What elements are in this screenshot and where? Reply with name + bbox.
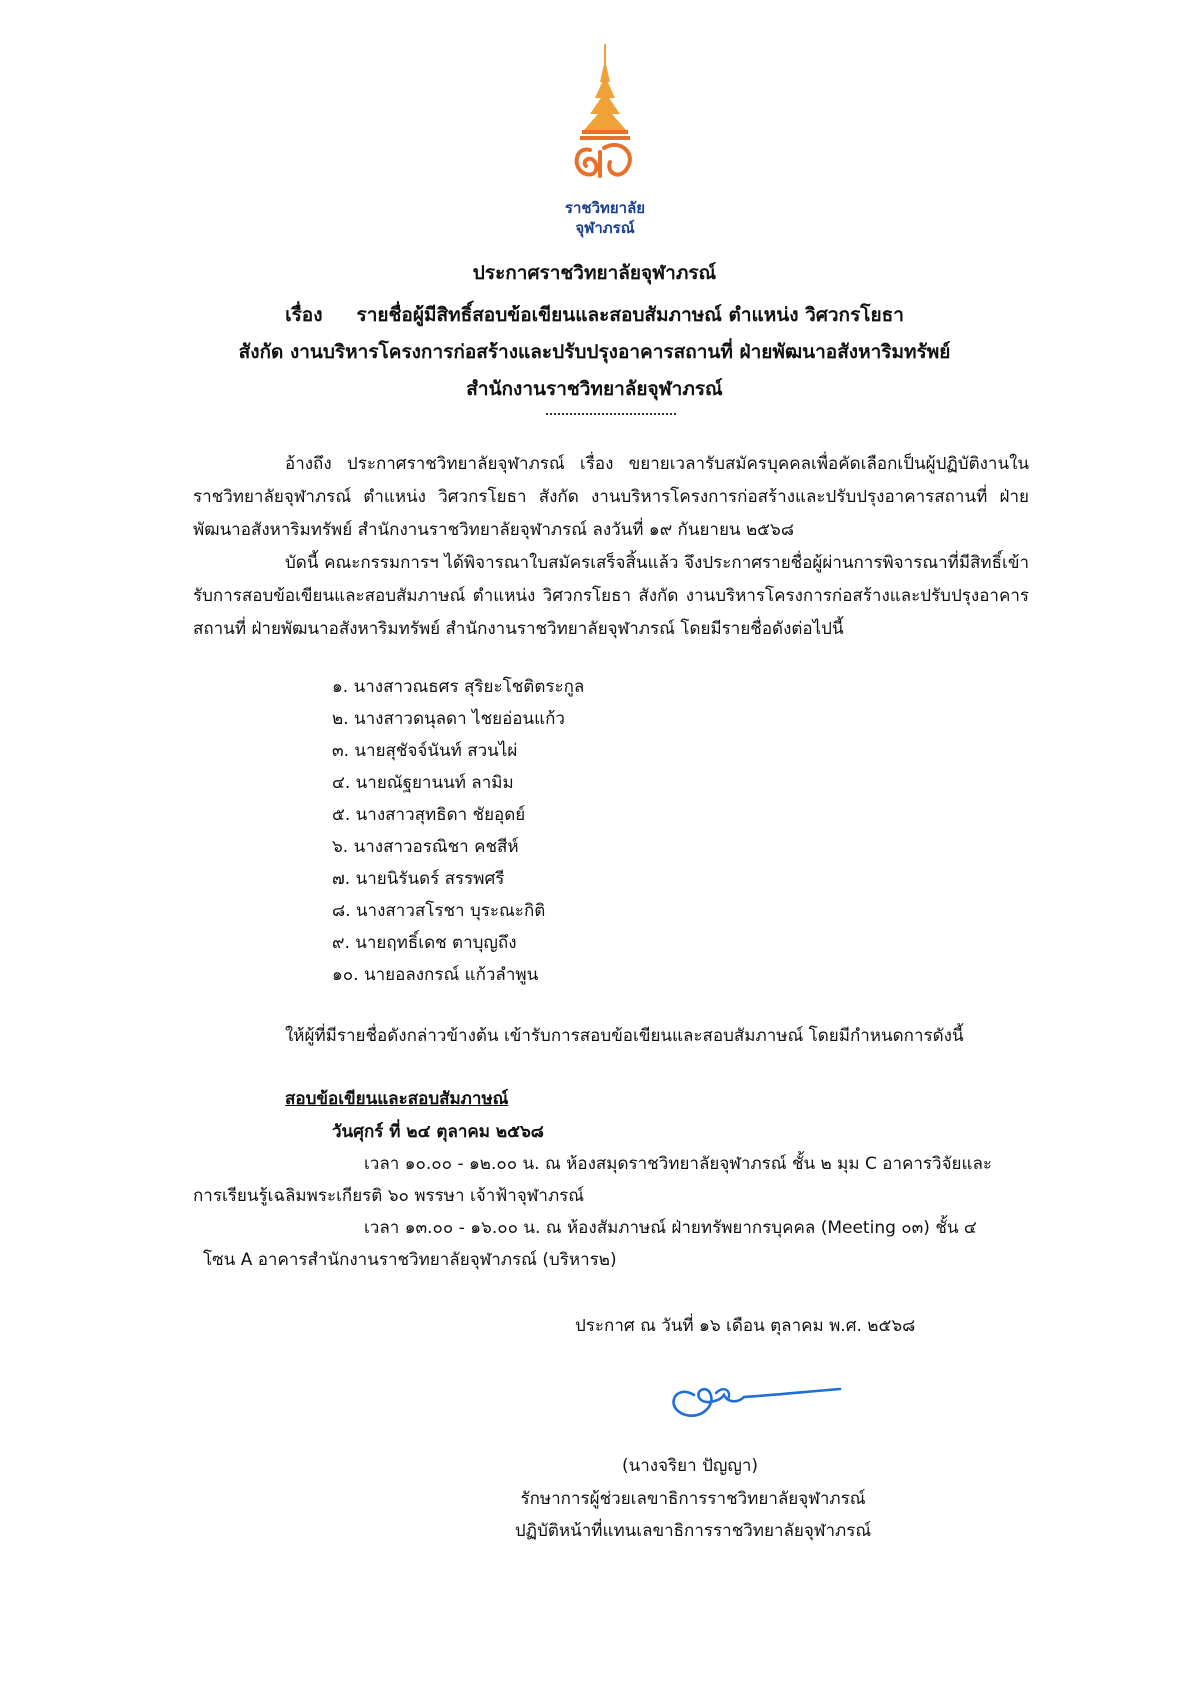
- subject-label: เรื่อง: [285, 304, 323, 326]
- signer-position-2: ปฏิบัติหน้าที่แทนเลขาธิการราชวิทยาลัยจุฬาภรณ์: [514, 1521, 872, 1541]
- list-item: ๑๐. นายอลงกรณ์ แก้วลำพูน: [332, 965, 539, 985]
- logo-name-line2: จุฬาภรณ์: [575, 219, 635, 237]
- spire-emblem-icon: [560, 42, 650, 202]
- exam-notice: ให้ผู้ที่มีรายชื่อดังกล่าวข้างต้น เข้ารับการสอบข้อเขียนและสอบสัมภาษณ์ โดยมีกำหนดการดังนี้: [285, 1026, 964, 1046]
- announcement-title: ประกาศราชวิทยาลัยจุฬาภรณ์: [472, 262, 717, 284]
- list-item: ๙. นายฤทธิ์เดช ตาบุญถึง: [332, 933, 517, 953]
- list-item: ๖. นางสาวอรณิชา คชสีห์: [332, 837, 519, 857]
- decision-text: บัดนี้ คณะกรรมการฯ ได้พิจารณาใบสมัครเสร็จสิ้นแล้ว จึงประกาศรายชื่อผู้ผ่านการพิจารณาที่มีสิทธิ์เข้ารับการสอบข้อเขียนและสอบสัมภาษณ์ ตำแหน่ง วิศวกรโยธา สังกัด งานบริหารโครงการก่อสร้างและปรับปรุงอาคารสถานที่ ฝ่ายพัฒนาอสังหาริมทรัพย์ สำนักงานราชวิทยาลัยจุฬาภรณ์ โดยมีรายชื่อดังต่อไปนี้: [193, 553, 1029, 639]
- candidate-list: [332, 671, 584, 991]
- office-name: สำนักงานราชวิทยาลัยจุฬาภรณ์: [466, 378, 723, 400]
- list-item: ๘. นางสาวสโรชา บุระณะกิติ: [332, 901, 546, 921]
- dotted-divider: [546, 413, 676, 415]
- decision-paragraph: [193, 547, 1029, 646]
- session2-line1: เวลา ๑๓.๐๐ - ๑๖.๐๐ น. ณ ห้องสัมภาษณ์ ฝ่ายทรัพยากรบุคคล (Meeting ๐๓) ชั้น ๔: [364, 1218, 977, 1238]
- signer-position-1: รักษาการผู้ช่วยเลขาธิการราชวิทยาลัยจุฬาภรณ์: [520, 1489, 866, 1509]
- session2-line2: โซน A อาคารสำนักงานราชวิทยาลัยจุฬาภรณ์ (บริหาร๒): [203, 1250, 617, 1270]
- session1-line1: เวลา ๑๐.๐๐ - ๑๒.๐๐ น. ณ ห้องสมุดราชวิทยาลัยจุฬาภรณ์ ชั้น ๒ มุม C อาคารวิจัยและ: [364, 1154, 993, 1174]
- announcement-subject: [0, 300, 1189, 330]
- session1-line2: การเรียนรู้เฉลิมพระเกียรติ ๖๐ พรรษา เจ้าฟ้าจุฬาภรณ์: [193, 1186, 585, 1206]
- logo-name-line1: ราชวิทยาลัย: [564, 199, 646, 217]
- list-item: ๒. นางสาวดนุลดา ไชยอ่อนแก้ว: [332, 709, 565, 729]
- reference-text: อ้างถึง ประกาศราชวิทยาลัยจุฬาภรณ์ เรื่อง ขยายเวลารับสมัครบุคคลเพื่อคัดเลือกเป็นผู้ปฏิบัติงานในราชวิทยาลัยจุฬาภรณ์ ตำแหน่ง วิศวกรโยธา สังกัด งานบริหารโครงการก่อสร้างและปรับปรุงอาคารสถานที่ ฝ่ายพัฒนาอสังหาริมทรัพย์ สำนักงานราชวิทยาลัยจุฬาภรณ์ ลงวันที่ ๑๙ กันยายน ๒๕๖๘: [193, 454, 1029, 540]
- list-item: ๓. นายสุชัจจ์นันท์ สวนไผ่: [332, 741, 518, 761]
- affiliation: สังกัด งานบริหารโครงการก่อสร้างและปรับปรุงอาคารสถานที่ ฝ่ายพัฒนาอสังหาริมทรัพย์: [238, 341, 951, 363]
- list-item: ๔. นายณัฐยานนท์ ลามิม: [332, 773, 514, 793]
- subject-text: รายชื่อผู้มีสิทธิ์สอบข้อเขียนและสอบสัมภาษณ์ ตำแหน่ง วิศวกรโยธา: [356, 304, 904, 326]
- list-item: ๑. นางสาวณธศร สุริยะโชติตระกูล: [332, 677, 585, 697]
- signature-icon: [664, 1365, 844, 1425]
- institution-logo: [560, 42, 650, 242]
- exam-date: วันศุกร์ ที่ ๒๔ ตุลาคม ๒๕๖๘: [332, 1122, 544, 1142]
- signer-name: (นางจริยา ปัญญา): [621, 1456, 759, 1476]
- list-item: ๗. นายนิรันดร์ สรรพศรี: [332, 869, 505, 889]
- announcement-date: ประกาศ ณ วันที่ ๑๖ เดือน ตุลาคม พ.ศ. ๒๕๖๘: [575, 1316, 916, 1336]
- reference-paragraph: [193, 448, 1029, 547]
- schedule-title: สอบข้อเขียนและสอบสัมภาษณ์: [285, 1089, 509, 1109]
- list-item: ๕. นางสาวสุทธิดา ชัยอุดย์: [332, 805, 526, 825]
